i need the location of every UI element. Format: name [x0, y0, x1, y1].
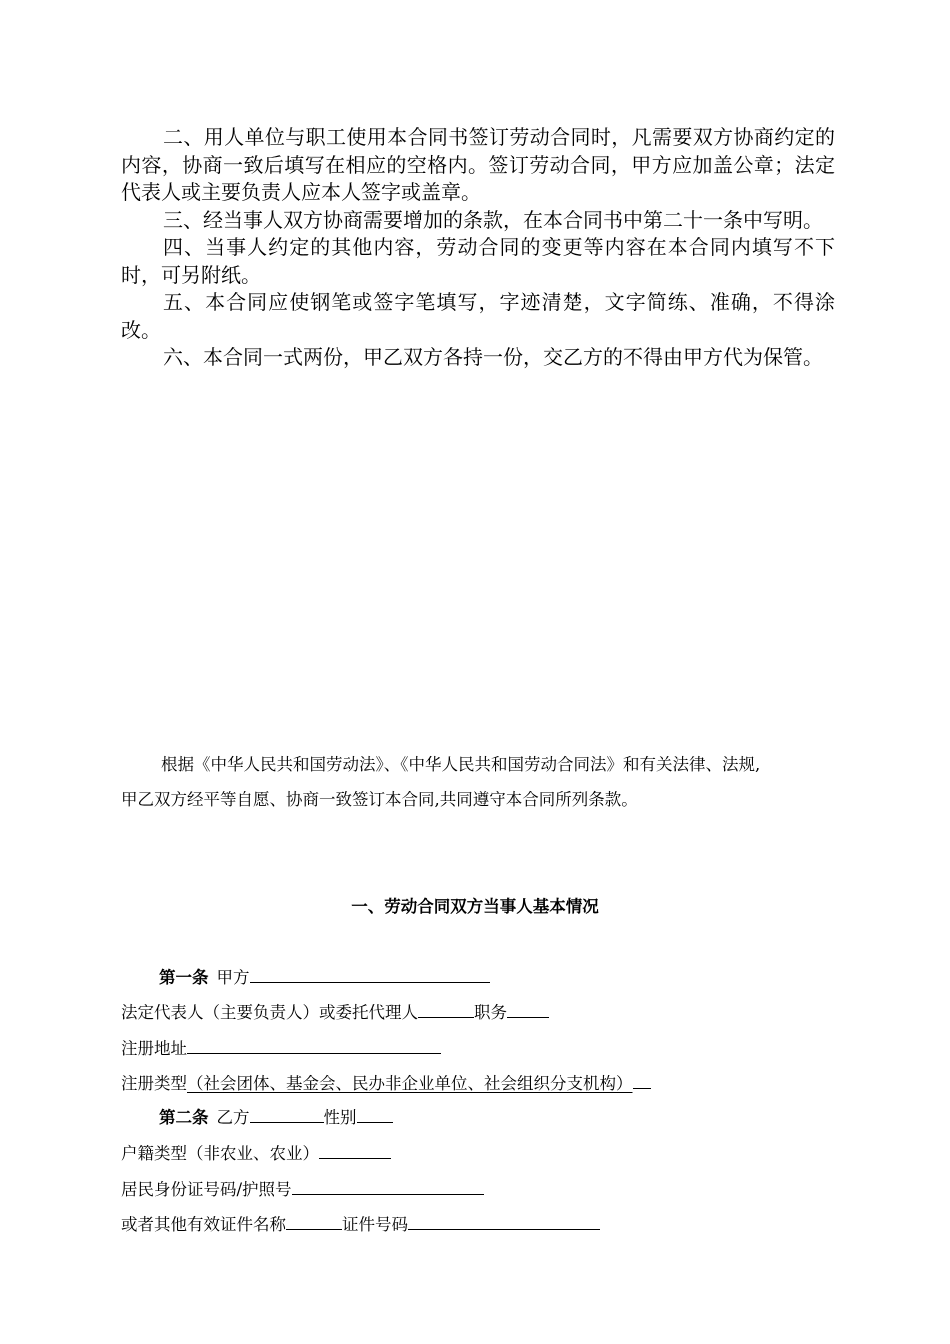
article-1-label: 第一条: [159, 968, 209, 987]
gender-label: 性别: [323, 1108, 357, 1127]
id-number-field[interactable]: [292, 1176, 484, 1195]
instruction-5: 五、本合同应使钢笔或签字笔填写，字迹清楚，文字简练、准确，不得涂改。: [121, 290, 835, 342]
legal-basis-line-2: 甲乙双方经平等自愿、协商一致签订本合同,共同遵守本合同所列条款。: [121, 790, 638, 809]
reg-type-label: 注册类型: [121, 1074, 187, 1093]
section-title: 一、劳动合同双方当事人基本情况: [351, 897, 599, 916]
legal-rep-label: 法定代表人（主要负责人）或委托代理人: [121, 1003, 418, 1022]
position-label: 职务: [474, 1003, 507, 1022]
id-number-label: 居民身份证号码/护照号: [121, 1180, 292, 1199]
reg-type-field[interactable]: [633, 1070, 651, 1089]
legal-basis: [121, 747, 837, 817]
instruction-3: 三、经当事人双方协商需要增加的条款，在本合同书中第二十一条中写明。: [163, 207, 823, 232]
legal-basis-line-1: 根据《中华人民共和国劳动法》、《中华人民共和国劳动合同法》和有关法律、法规,: [161, 755, 761, 774]
party-a-label: 甲方: [216, 968, 250, 987]
other-id-name-field[interactable]: [286, 1211, 342, 1230]
reg-address-field[interactable]: [187, 1035, 441, 1054]
reg-address-label: 注册地址: [121, 1039, 187, 1058]
household-type-label: 户籍类型（非农业、农业）: [121, 1144, 319, 1163]
legal-rep-field[interactable]: [418, 999, 474, 1018]
article-1-row: [159, 964, 490, 988]
position-field[interactable]: [507, 999, 549, 1018]
household-row: [121, 1140, 391, 1164]
party-a-field[interactable]: [250, 964, 490, 983]
party-b-label: 乙方: [216, 1108, 250, 1127]
id-doc-number-label: 证件号码: [342, 1215, 408, 1234]
party-b-field[interactable]: [250, 1104, 324, 1123]
article-2-label: 第二条: [159, 1108, 209, 1127]
reg-type-row: [121, 1070, 651, 1094]
reg-type-value: （社会团体、基金会、民办非企业单位、社会组织分支机构）: [187, 1074, 633, 1093]
instructions-block: [121, 124, 835, 372]
reg-address-row: [121, 1035, 441, 1059]
other-id-row: [121, 1211, 600, 1235]
gender-field[interactable]: [357, 1104, 393, 1123]
instruction-6: 六、本合同一式两份，甲乙双方各持一份，交乙方的不得由甲方代为保管。: [163, 345, 823, 369]
legal-rep-row: [121, 999, 549, 1023]
instruction-2: 二、用人单位与职工使用本合同书签订劳动合同时，凡需要双方协商约定的内容，协商一致后填写在相应的空格内。签订劳动合同，甲方应加盖公章；法定代表人或主要负责人应本人签字或盖章。: [121, 125, 835, 204]
instruction-4: 四、当事人约定的其他内容，劳动合同的变更等内容在本合同内填写不下时，可另附纸。: [121, 235, 835, 287]
household-type-field[interactable]: [319, 1140, 391, 1159]
id-number-row: [121, 1176, 484, 1200]
other-id-name-label: 或者其他有效证件名称: [121, 1215, 286, 1234]
article-2-row: [159, 1104, 393, 1128]
id-doc-number-field[interactable]: [408, 1211, 600, 1230]
